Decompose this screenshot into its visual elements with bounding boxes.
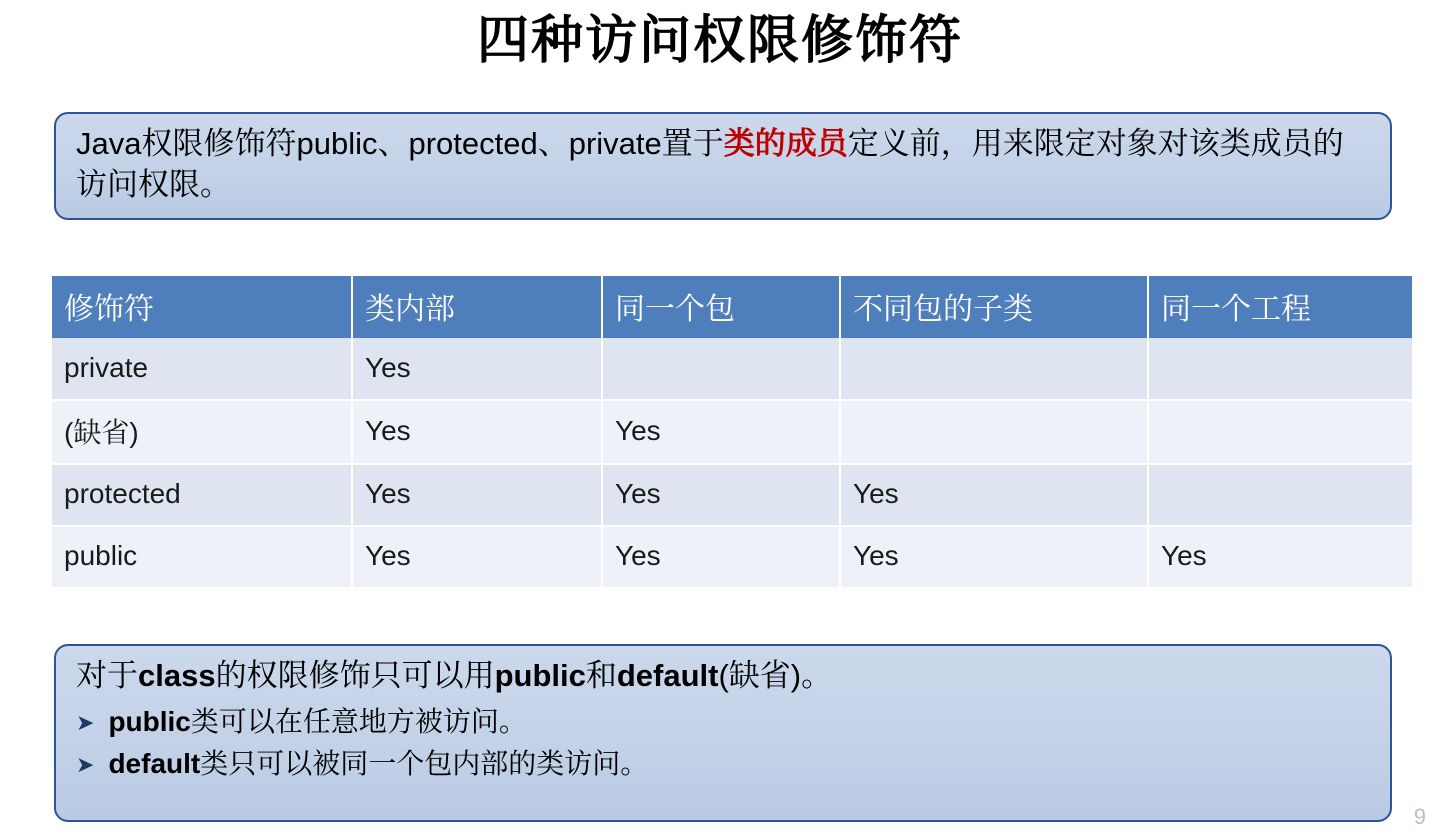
cell-inside-class: Yes [352,464,602,526]
column-header-inside-class: 类内部 [352,276,602,338]
lead-part4: (缺省)。 [718,658,833,693]
cell-subclass-other-package [840,400,1148,464]
cell-inside-class: Yes [352,526,602,588]
cell-subclass-other-package: Yes [840,464,1148,526]
table-header-row [52,276,1412,338]
cell-same-project [1148,338,1412,400]
cell-same-project [1148,400,1412,464]
intro-text-highlight: 类的成员 [723,126,848,161]
page-title: 四种访问权限修饰符 [476,13,963,70]
lead-part3: 和 [585,658,617,693]
slide-root [0,12,1440,832]
intro-callout-text [76,124,1372,206]
class-modifier-callout [54,644,1392,822]
page-number: 9 [1413,804,1426,829]
cell-subclass-other-package: Yes [840,526,1148,588]
cell-same-package: Yes [602,526,840,588]
table-row [52,400,1412,464]
cell-same-package: Yes [602,400,840,464]
bullet-rest: 类只可以被同一个包内部的类访问。 [200,747,649,779]
cell-subclass-other-package [840,338,1148,400]
column-header-same-package: 同一个包 [602,276,840,338]
arrow-bullet-icon: ➤ [76,751,95,777]
cell-inside-class: Yes [352,338,602,400]
class-modifier-bullets [76,701,1372,785]
cell-same-package: Yes [602,464,840,526]
table-row [52,338,1412,400]
table-row [52,464,1412,526]
list-item [76,701,1372,743]
bullet-keyword: public [108,705,191,737]
column-header-modifier: 修饰符 [52,276,352,338]
cell-modifier: private [52,338,352,400]
class-modifier-lead [76,656,1372,697]
bullet-text [108,701,526,743]
cell-same-project: Yes [1148,526,1412,588]
lead-part2: 的权限修饰只可以用 [215,658,495,693]
cell-modifier: protected [52,464,352,526]
lead-default-keyword: default [616,658,719,693]
bullet-keyword: default [108,747,201,779]
intro-text-part2: 定义前，用来限定对象对该类成员的访问权限。 [76,126,1344,202]
table-body [52,338,1412,588]
column-header-same-project: 同一个工程 [1148,276,1412,338]
intro-text-part1: Java权限修饰符public、protected、private置于 [76,126,724,161]
arrow-bullet-icon: ➤ [76,709,95,735]
cell-same-package [602,338,840,400]
table-row [52,526,1412,588]
cell-modifier: (缺省) [52,400,352,464]
lead-class-keyword: class [138,658,216,693]
bullet-rest: 类可以在任意地方被访问。 [190,705,527,737]
cell-inside-class: Yes [352,400,602,464]
intro-callout [54,112,1392,220]
cell-same-project [1148,464,1412,526]
bullet-text [108,743,648,785]
cell-modifier: public [52,526,352,588]
list-item [76,743,1372,785]
lead-public-keyword: public [494,658,586,693]
table-header [52,276,1412,338]
permissions-table [52,276,1412,589]
column-header-subclass-other-package: 不同包的子类 [840,276,1148,338]
lead-part1: 对于 [76,658,138,693]
